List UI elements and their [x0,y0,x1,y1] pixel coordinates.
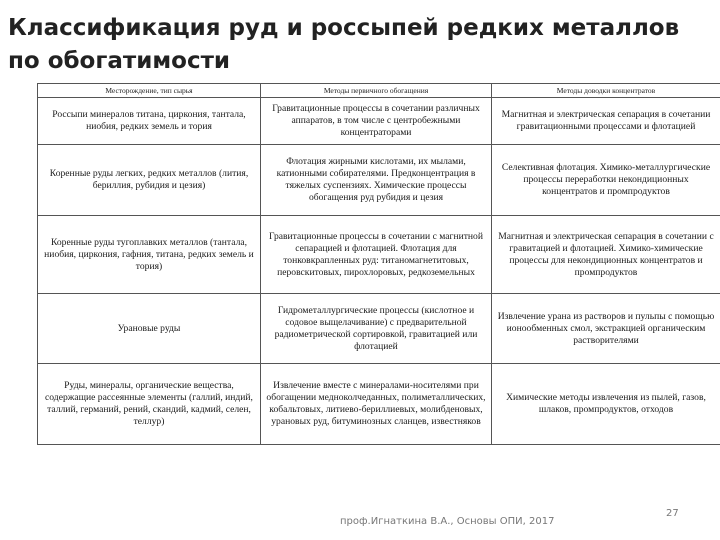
table-row [38,364,720,445]
page-number: 27 [666,508,679,519]
table-row [38,145,720,216]
table-row [38,294,720,364]
cell-deposit: Урановые руды [38,294,261,364]
header-finishing-methods: Методы доводки концентратов [492,84,720,98]
footer-author: проф.Игнаткина В.А., Основы ОПИ, 2017 [340,516,555,527]
classification-table-wrapper [37,83,715,445]
table-header-row [38,84,720,98]
header-deposit: Месторождение, тип сырья [38,84,261,98]
cell-finishing: Извлечение урана из растворов и пульпы с помощью ионообменных смол, экстракцией органическим растворителями [492,294,720,364]
cell-primary: Флотация жирными кислотами, их мылами, катионными собирателями. Предконцентрация в тяжелых суспензиях. Химические процессы обогащения руд рубидия и цезия [261,145,492,216]
cell-primary: Гидрометаллургические процессы (кислотное и содовое выщелачивание) с предварительной радиометрической сортировкой, гравитацией или флотацией [261,294,492,364]
slide-title: Классификация руд и россыпей редких металлов по обогатимости [8,15,680,74]
cell-finishing: Магнитная и электрическая сепарация в сочетании гравитационными процессами и флотацией [492,98,720,145]
cell-finishing: Магнитная и электрическая сепарация в сочетании с гравитацией и флотацией. Химико-химические процессы для некондиционных концентратов и промпродуктов [492,216,720,294]
cell-deposit: Коренные руды тугоплавких металлов (тантала, ниобия, циркония, гафния, титана, редких земель и тория) [38,216,261,294]
cell-finishing: Химические методы извлечения из пылей, газов, шлаков, промпродуктов, отходов [492,364,720,445]
cell-deposit: Руды, минералы, органические вещества, содержащие рассеянные элементы (галлий, индий, таллий, германий, рений, скандий, кадмий, селен, теллур) [38,364,261,445]
cell-primary: Гравитационные процессы в сочетании различных аппаратов, в том числе с центробежными концентраторами [261,98,492,145]
classification-table [37,83,720,445]
cell-primary: Извлечение вместе с минералами-носителями при обогащении медноколчеданных, полиметаллических, кобальтовых, литиево-бериллиевых, молибденовых, урановых руд, битуминозных сланцев, известняков [261,364,492,445]
cell-deposit: Россыпи минералов титана, циркония, тантала, ниобия, редких земель и тория [38,98,261,145]
header-primary-methods: Методы первичного обогащения [261,84,492,98]
table-row [38,98,720,145]
cell-primary: Гравитационные процессы в сочетании с магнитной сепарацией и флотацией. Флотация для тонковкрапленных руд: титаномагнетитовых, перовскитовых, пирохлоровых, редкоземельных [261,216,492,294]
cell-finishing: Селективная флотация. Химико-металлургические процессы переработки некондиционных концентратов и промпродуктов [492,145,720,216]
cell-deposit: Коренные руды легких, редких металлов (лития, бериллия, рубидия и цезия) [38,145,261,216]
table-row [38,216,720,294]
